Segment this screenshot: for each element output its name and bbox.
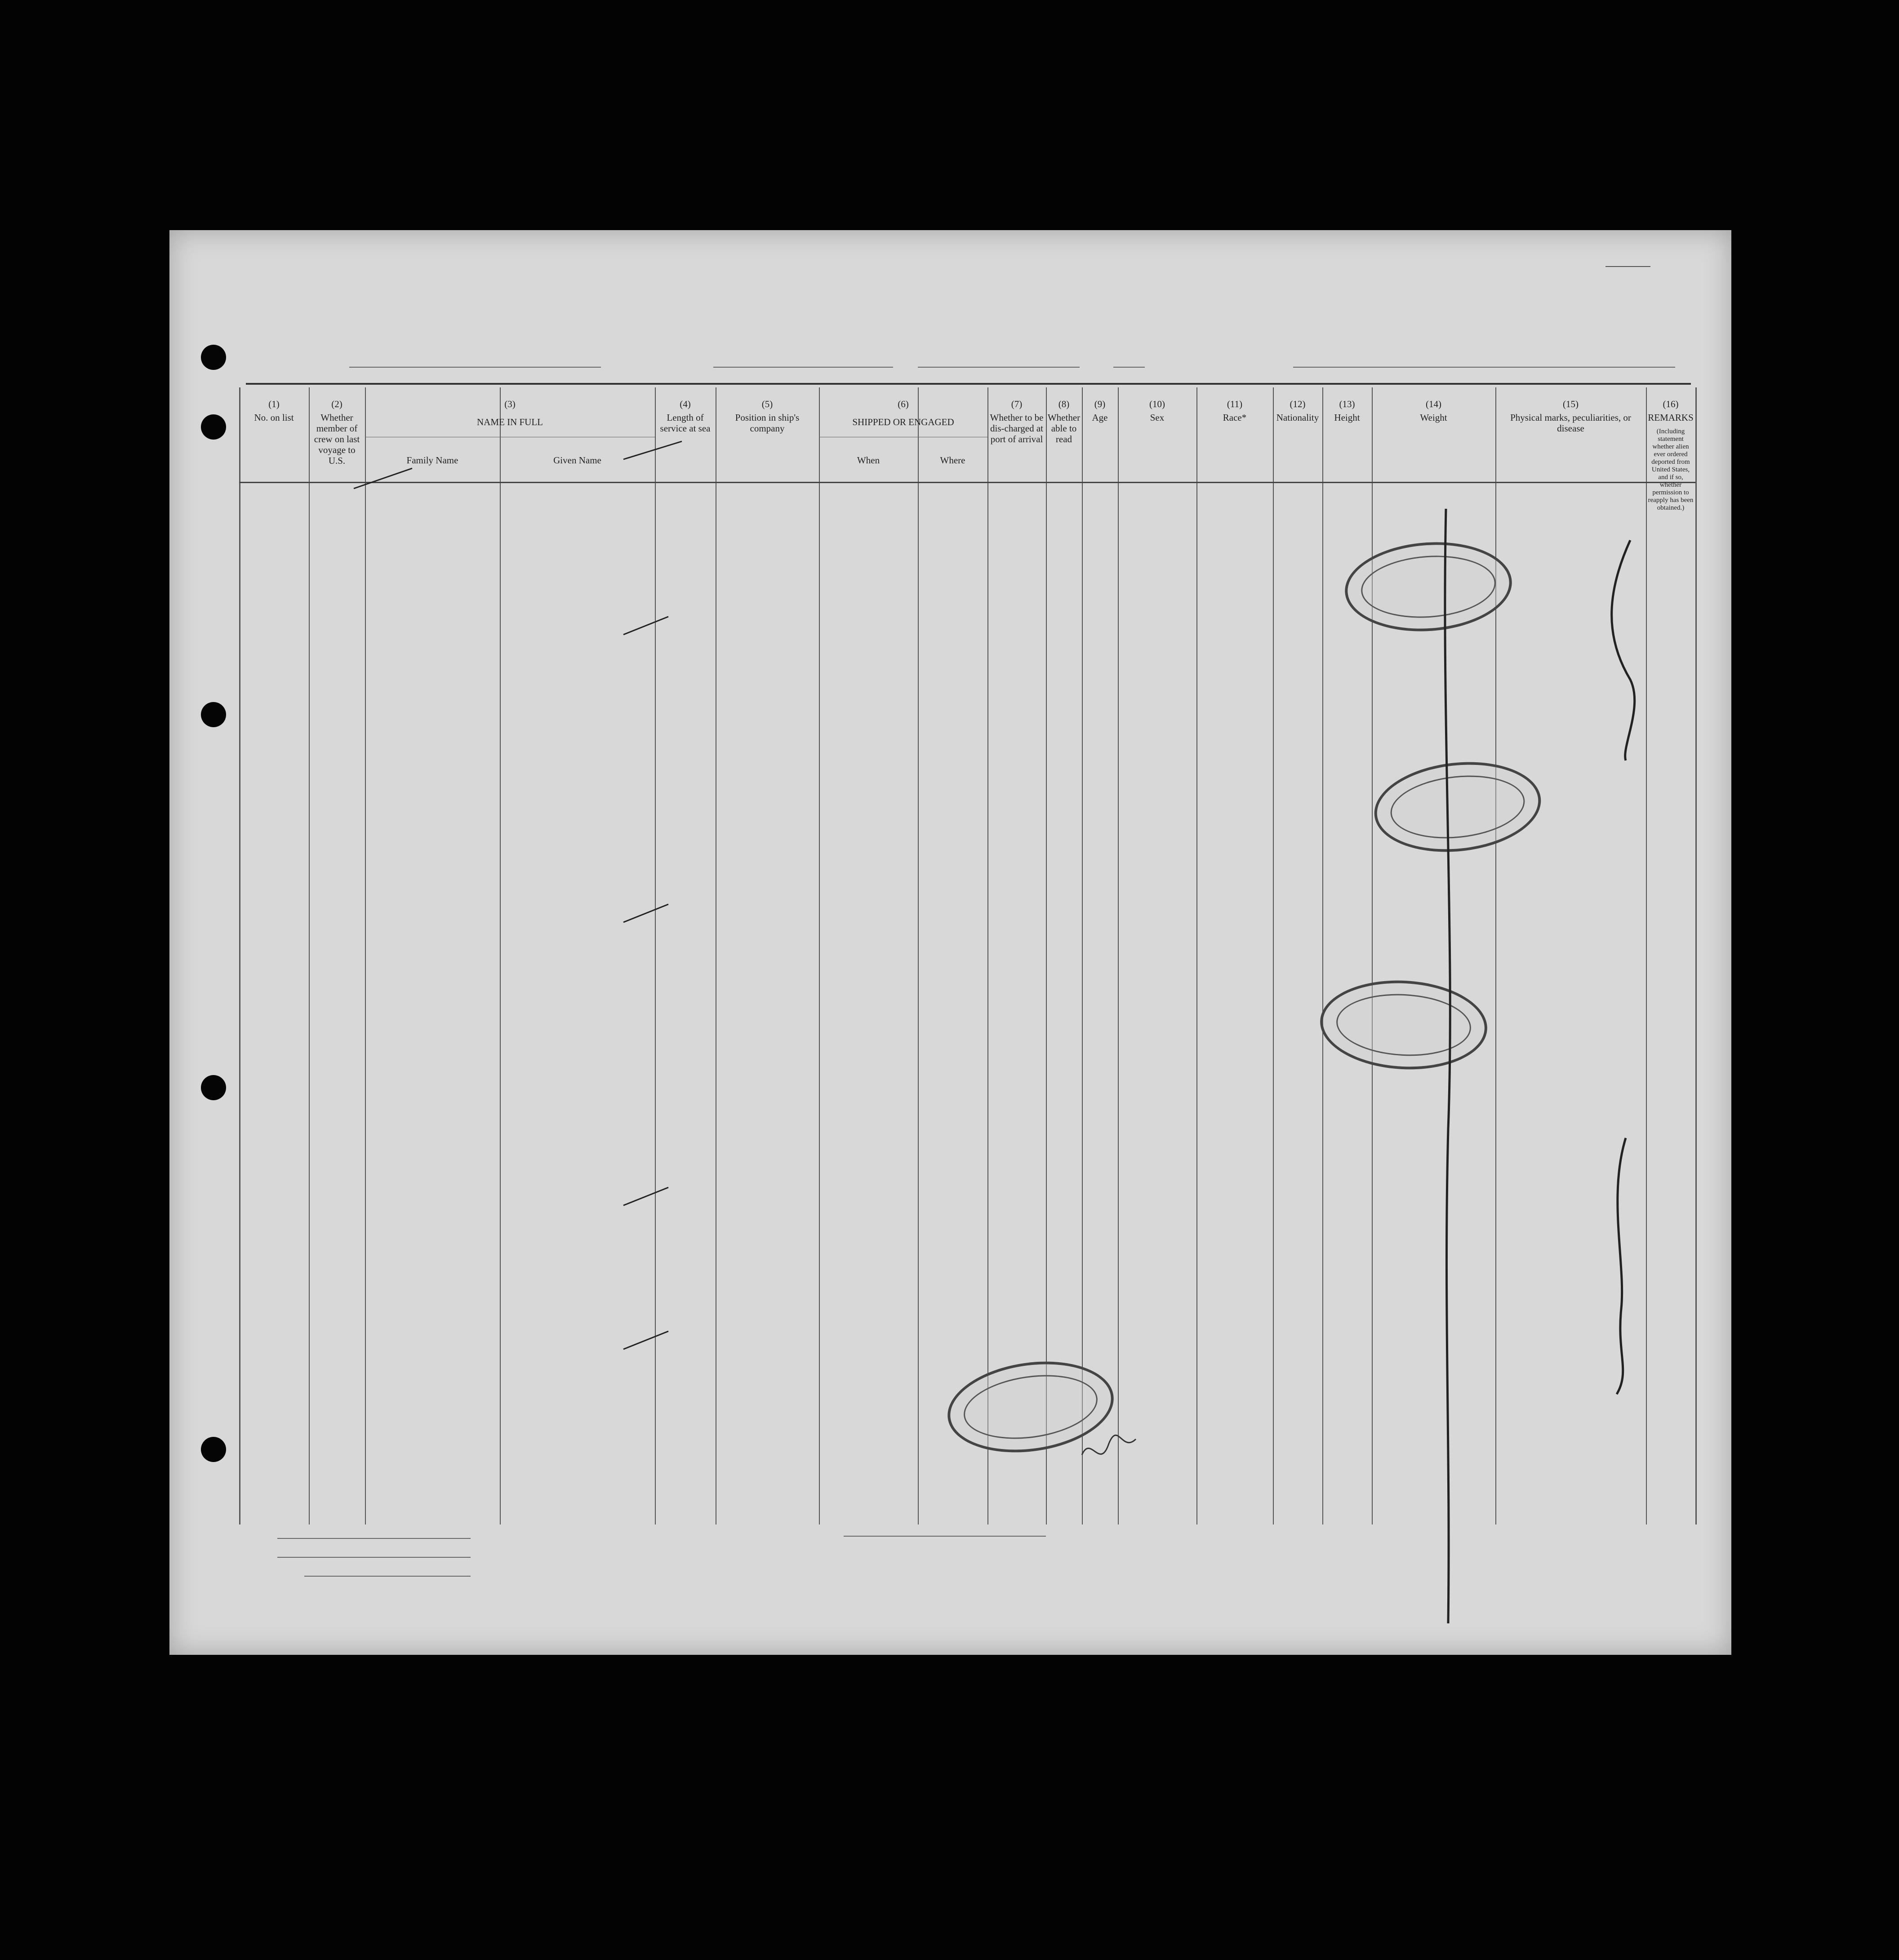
- column-header: Sex: [1150, 412, 1165, 423]
- column-number: (9): [1094, 399, 1106, 409]
- column-header: NAME IN FULL: [477, 417, 543, 427]
- column-header: Age: [1092, 412, 1108, 423]
- handwritten-marks: [169, 230, 1731, 1655]
- column-header: Whether to be dis-charged at port of arrival: [990, 412, 1044, 444]
- column-subheader: Given Name: [553, 455, 601, 466]
- column-number: (4): [680, 399, 691, 409]
- column-header: REMARKS: [1648, 412, 1694, 423]
- column-number: (8): [1058, 399, 1070, 409]
- owners-value: [277, 1557, 471, 1558]
- column-number: (14): [1426, 399, 1441, 409]
- column-header: Race*: [1223, 412, 1247, 423]
- column-number: (11): [1227, 399, 1243, 409]
- column-number: (13): [1339, 399, 1355, 409]
- agents-value: [304, 1576, 471, 1577]
- manifest-sheet: [169, 230, 1731, 1655]
- inspector-signature: [844, 1536, 1046, 1537]
- column-number: (15): [1563, 399, 1579, 409]
- column-header: Whether member of crew on last voyage to U.S.: [314, 412, 360, 466]
- column-header: No. on list: [254, 412, 294, 423]
- column-header: Position in ship's company: [735, 412, 800, 434]
- column-subheader: When: [857, 455, 880, 466]
- column-number: (2): [331, 399, 342, 409]
- column-number: (7): [1011, 399, 1023, 409]
- column-header: SHIPPED OR ENGAGED: [852, 417, 954, 427]
- column-header: Height: [1334, 412, 1360, 423]
- column-subheader: Where: [940, 455, 965, 466]
- column-number: (16): [1663, 399, 1679, 409]
- column-number: (10): [1149, 399, 1165, 409]
- column-subheader: Family Name: [406, 455, 458, 466]
- column-note: (Including statement whether alien ever ordered deported from United States, and if so, whether permission to reapply has been obtained.): [1648, 428, 1694, 511]
- column-number: (1): [268, 399, 280, 409]
- column-number: (6): [898, 399, 909, 409]
- column-number: (3): [504, 399, 516, 409]
- column-number: (5): [761, 399, 773, 409]
- column-header: Physical marks, peculiarities, or disease: [1510, 412, 1631, 434]
- line-value: [277, 1538, 471, 1539]
- column-number: (12): [1290, 399, 1306, 409]
- column-header: Length of service at sea: [660, 412, 711, 434]
- column-header: Whether able to read: [1047, 412, 1081, 444]
- column-header: Nationality: [1276, 412, 1319, 423]
- footer: [205, 1536, 1689, 1644]
- column-header: Weight: [1420, 412, 1447, 423]
